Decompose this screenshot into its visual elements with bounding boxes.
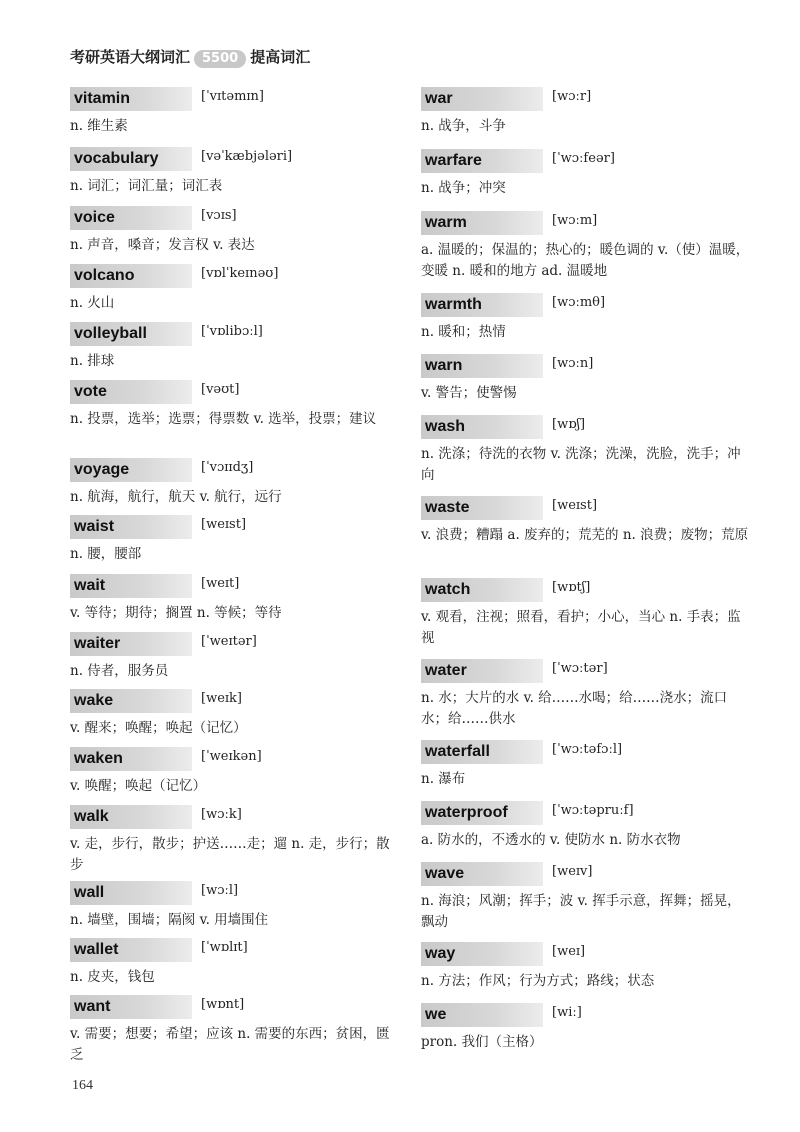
phonetic: [wɔːl] [201,883,239,898]
definition: v. 警告；使警惕 [421,385,517,401]
definition: n. 瀑布 [421,771,466,787]
entry [70,87,400,147]
phonetic: [ˈwɔːtəfɔːl] [552,742,623,757]
left-column [70,87,400,1071]
phonetic: [ˈwɔːfeər] [552,151,615,166]
entry [421,149,751,211]
definition: n. 航海，航行，航天 v. 航行，远行 [70,489,282,505]
definition: n. 战争，斗争 [421,118,506,134]
headword: warfare [421,149,543,173]
headword: wall [70,881,192,905]
headword: volleyball [70,322,192,346]
entry [421,496,751,578]
phonetic: [wɒnt] [201,997,245,1012]
headword: wave [421,862,543,886]
phonetic: [ˈwɔːtəpruːf] [552,803,634,818]
definition: v. 唤醒；唤起（记忆） [70,778,207,794]
entry [70,206,400,264]
entry [421,801,751,862]
headword: waiter [70,632,192,656]
entry [421,293,751,354]
definition: a. 防水的，不透水的 v. 使防水 n. 防水衣物 [421,832,681,848]
headword: way [421,942,543,966]
headword: waist [70,515,192,539]
phonetic: [weɪk] [201,691,242,706]
phonetic: [ˈvɪtəmɪn] [201,89,264,104]
entry [421,211,751,293]
headword: waterproof [421,801,543,825]
definition: n. 火山 [70,295,115,311]
header-title: 考研英语大纲词汇 [70,48,191,66]
headword: vocabulary [70,147,192,171]
entry [70,147,400,206]
definition: v. 观看，注视；照看，看护；小心，当心 n. 手表；监视 [421,609,741,646]
headword: voyage [70,458,192,482]
entry [421,578,751,659]
headword: vitamin [70,87,192,111]
phonetic: [vəʊt] [201,382,240,397]
entry [70,515,400,574]
headword: wallet [70,938,192,962]
entry [70,747,400,805]
definition: n. 排球 [70,353,115,369]
phonetic: [wiː] [552,1005,582,1020]
entry [421,415,751,496]
phonetic: [wɔːk] [201,807,242,822]
definition: n. 战争；冲突 [421,180,506,196]
phonetic: [vəˈkæbjələri] [201,149,293,164]
definition: n. 海浪；风潮；挥手；波 v. 挥手示意，挥舞；摇晃，飘动 [421,893,741,930]
headword: waste [421,496,543,520]
definition: pron. 我们（主格） [421,1034,543,1050]
headword: waken [70,747,192,771]
entry [70,632,400,689]
phonetic: [wɔːn] [552,356,594,371]
phonetic: [ˈvɒlibɔːl] [201,324,263,339]
entry [421,862,751,942]
definition: n. 洗涤；待洗的衣物 v. 洗涤；洗澡，洗脸，洗手；冲向 [421,446,741,483]
headword: wake [70,689,192,713]
phonetic: [wɔːmθ] [552,295,606,310]
definition: v. 醒来；唤醒；唤起（记忆） [70,720,247,736]
definition: n. 声音，嗓音；发言权 v. 表达 [70,237,255,253]
definition: v. 等待；期待；搁置 n. 等候；等待 [70,605,282,621]
headword: war [421,87,543,111]
definition: n. 墙壁，围墙；隔阂 v. 用墙围住 [70,912,269,928]
headword: waterfall [421,740,543,764]
phonetic: [vɒlˈkeɪnəʊ] [201,266,279,281]
phonetic: [ˈwɒlɪt] [201,940,248,955]
definition: n. 水；大片的水 v. 给……水喝；给……浇水；流口水；给……供水 [421,690,728,727]
right-column [421,87,751,1061]
entry [70,264,400,322]
definition: n. 侍者，服务员 [70,663,169,679]
phonetic: [ˈweɪtər] [201,634,257,649]
headword: walk [70,805,192,829]
definition: a. 温暖的；保温的；热心的；暖色调的 v.（使）温暖，变暖 n. 暖和的地方 ad. 温暖地 [421,242,750,279]
phonetic: [ˈwɔːtər] [552,661,608,676]
phonetic: [weɪ] [552,944,586,959]
headword: water [421,659,543,683]
entry [421,740,751,801]
entry [70,380,400,458]
entry [70,938,400,995]
phonetic: [weɪv] [552,864,593,879]
header-subtitle: 提高词汇 [250,48,311,66]
entry [421,659,751,740]
entry [70,458,400,515]
headword: want [70,995,192,1019]
entry [70,689,400,747]
definition: n. 腰，腰部 [70,546,142,562]
phonetic: [vɔɪs] [201,208,237,223]
page-number: 164 [72,1078,93,1093]
entry [421,1003,751,1061]
headword: vote [70,380,192,404]
definition: n. 暖和；热情 [421,324,506,340]
definition: v. 需要；想要；希望；应该 n. 需要的东西；贫困，匮乏 [70,1026,390,1063]
headword: watch [421,578,543,602]
headword: wash [421,415,543,439]
headword: warn [421,354,543,378]
entry [421,942,751,1003]
phonetic: [wɒʃ] [552,417,586,432]
entry [70,995,400,1071]
headword: warm [421,211,543,235]
phonetic: [wɔːr] [552,89,592,104]
definition: n. 方法；作风；行为方式；路线；状态 [421,973,655,989]
phonetic: [weɪt] [201,576,240,591]
entry [421,354,751,415]
phonetic: [ˈweɪkən] [201,749,262,764]
page-header [70,46,310,68]
definition: n. 投票，选举；选票；得票数 v. 选举，投票；建议 [70,411,377,427]
entry [70,574,400,632]
entry [70,805,400,881]
definition: n. 维生素 [70,118,128,134]
definition: v. 浪费；糟蹋 a. 废弃的；荒芜的 n. 浪费；废物；荒原 [421,527,749,543]
headword: we [421,1003,543,1027]
headword: wait [70,574,192,598]
entry [421,87,751,149]
phonetic: [wɒtʃ] [552,580,591,595]
headword: warmth [421,293,543,317]
headword: voice [70,206,192,230]
header-badge: 5500 [194,50,246,68]
definition: n. 词汇；词汇量；词汇表 [70,178,223,194]
phonetic: [ˈvɔɪɪdʒ] [201,460,254,475]
phonetic: [wɔːm] [552,213,598,228]
definition: n. 皮夹，钱包 [70,969,155,985]
phonetic: [weɪst] [201,517,247,532]
entry [70,881,400,938]
phonetic: [weɪst] [552,498,598,513]
headword: volcano [70,264,192,288]
entry [70,322,400,380]
definition: v. 走，步行，散步；护送……走；遛 n. 走，步行；散步 [70,836,390,873]
